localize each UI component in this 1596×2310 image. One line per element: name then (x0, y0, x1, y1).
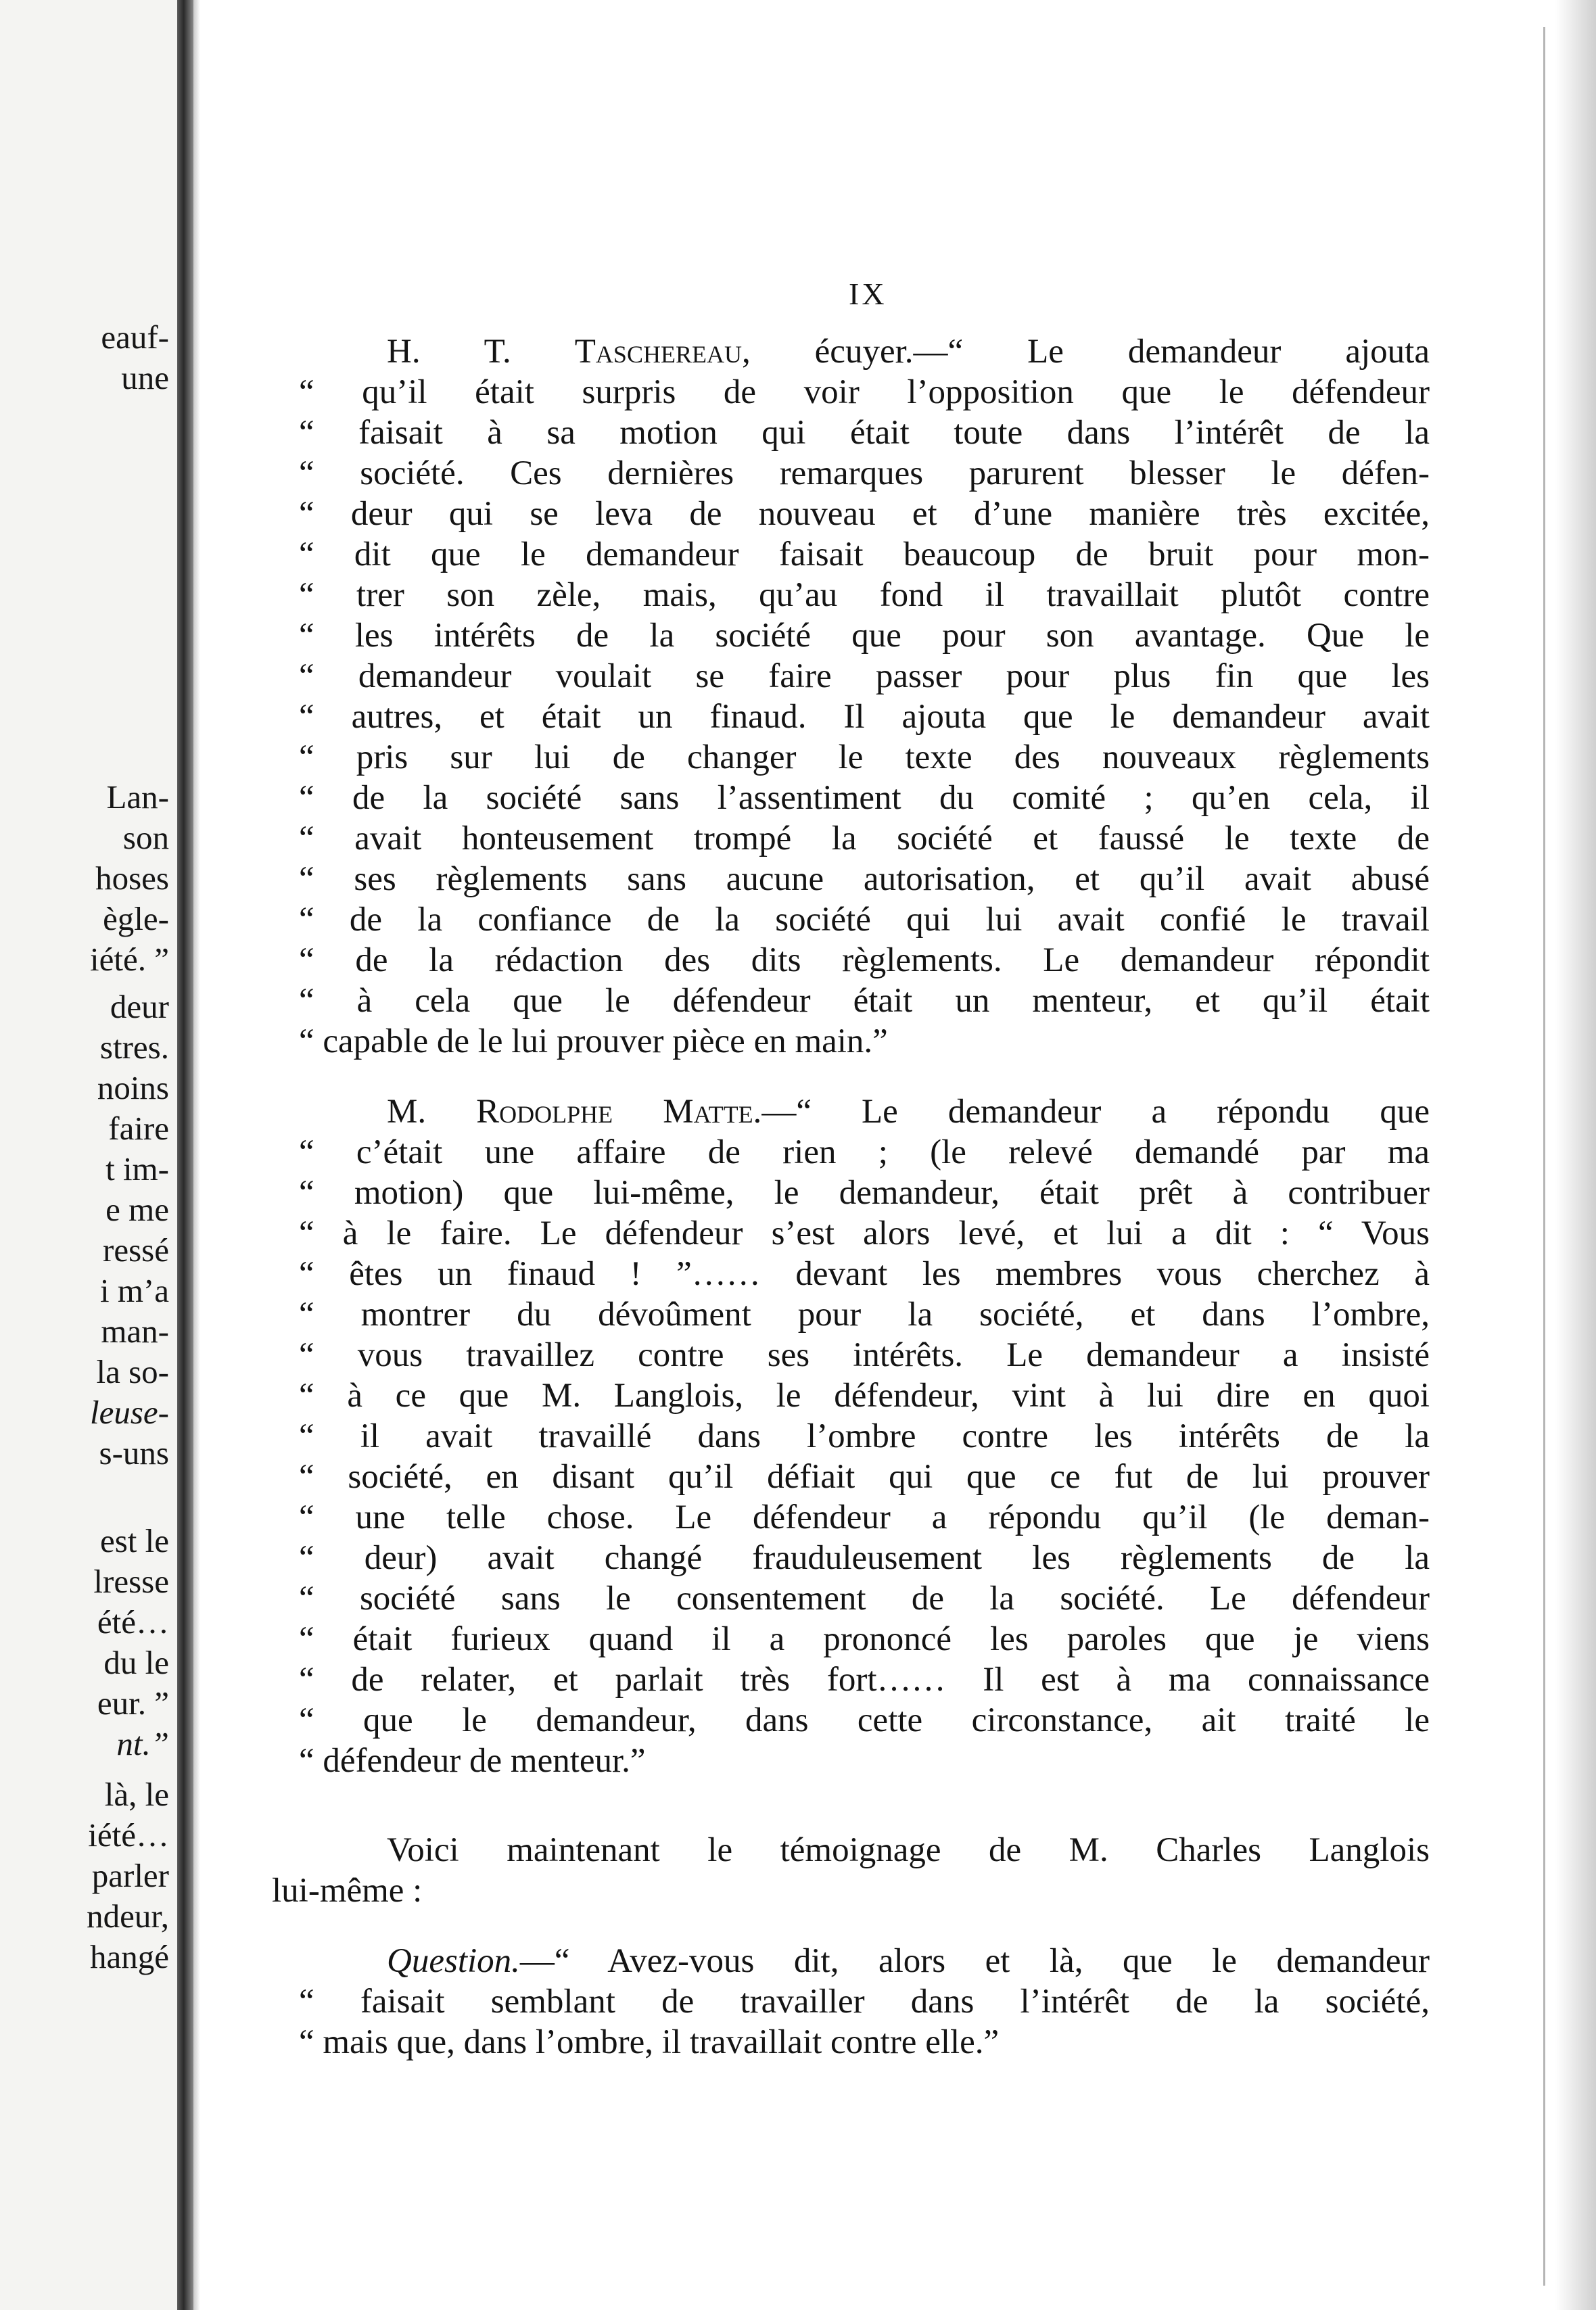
text-line: “ êtes un finaud ! ”…… devant les membres vous cherchez à (299, 1255, 1430, 1293)
text-line: “ deur) avait changé frauduleusement les règlements de la (299, 1539, 1430, 1577)
left-page-fragment: i m’a (99, 1272, 169, 1309)
text-line: “ à le faire. Le défendeur s’est alors levé, et lui a dit : “ Vous (299, 1215, 1430, 1252)
question-text: —“ Avez-vous dit, alors et là, que le demandeur (519, 1942, 1430, 1980)
speaker-name: M. Rodolphe Matte. (387, 1093, 762, 1131)
page-body (272, 331, 1430, 2062)
question-label: Question. (387, 1942, 520, 1980)
text-line: “ montrer du dévoûment pour la société, et dans l’ombre, (299, 1296, 1430, 1334)
speaker-name: H. T. Taschereau, (387, 333, 751, 371)
left-facing-page (0, 0, 177, 2310)
left-page-fragment: e me (105, 1191, 169, 1228)
text-line: “ demandeur voulait se faire passer pour plus fin que les (299, 657, 1430, 695)
text-line: “ dit que le demandeur faisait beaucoup de bruit pour mon- (299, 536, 1430, 573)
left-page-fragment: s-uns (99, 1434, 169, 1471)
question-first-line (272, 1941, 1430, 1981)
left-page-fragment: Lan- (106, 778, 169, 816)
text-line: “ vous travaillez contre ses intérêts. Le demandeur a insisté (299, 1336, 1430, 1374)
text-line: “ avait honteusement trompé la société et faussé le texte de (299, 820, 1430, 857)
left-page-fragment: stres. (99, 1029, 169, 1066)
left-page-fragment: ègle- (103, 900, 169, 937)
text-line: “ trer son zèle, mais, qu’au fond il travaillait plutôt contre (299, 576, 1430, 614)
left-page-fragment: leuse- (90, 1394, 169, 1431)
left-page-fragment: nt.” (116, 1725, 169, 1762)
paragraph-matte (272, 1132, 1430, 1781)
text-line: “ faisait semblant de travailler dans l’intérêt de la société, (299, 1983, 1430, 2021)
text-line: “ il avait travaillé dans l’ombre contre les intérêts de la (299, 1417, 1430, 1455)
left-page-fragment: là, le (104, 1776, 169, 1813)
text-line: “ à ce que M. Langlois, le défendeur, vint à lui dire en quoi (299, 1377, 1430, 1415)
text-line: “ pris sur lui de changer le texte des nouveaux règlements (299, 738, 1430, 776)
speaker-suffix: écuyer.—“ Le demandeur ajouta (750, 333, 1430, 371)
text-line: “ les intérêts de la société que pour son avantage. Que le (299, 617, 1430, 655)
left-page-fragment: iété. ” (90, 941, 169, 978)
intro-line: lui-même : (272, 1872, 423, 1910)
intro-line: Voici maintenant le témoignage de M. Charles Langlois (387, 1831, 1430, 1869)
left-page-fragment: la so- (96, 1353, 169, 1390)
left-page-fragment: ressé (103, 1231, 169, 1269)
text-line: “ qu’il était surpris de voir l’opposition que le défendeur (299, 373, 1430, 411)
left-page-fragment: t im- (105, 1150, 169, 1187)
paragraph-first-line (272, 331, 1430, 372)
left-page-fragment: ndeur, (87, 1898, 169, 1935)
left-page-fragment: eur. ” (97, 1684, 169, 1722)
left-page-fragment: hoses (95, 859, 169, 897)
left-page-fragment: une (121, 359, 169, 396)
text-line: “ c’était une affaire de rien ; (le relevé demandé par ma (299, 1133, 1430, 1171)
left-page-fragment: eauf- (101, 319, 169, 356)
text-line: “ société, en disant qu’il défiait qui que ce fut de lui prouver (299, 1458, 1430, 1496)
page-right-edge (1555, 0, 1596, 2310)
text-line: “ que le demandeur, dans cette circonstance, ait traité le (299, 1701, 1430, 1739)
text-line: “ de la confiance de la société qui lui avait confié le travail (299, 901, 1430, 939)
text-line: “ était furieux quand il a prononcé les paroles que je viens (299, 1620, 1430, 1658)
left-page-fragment: son (122, 819, 169, 856)
text-line: “ une telle chose. Le défendeur a répondu qu’il (le deman- (299, 1499, 1430, 1536)
text-line: “ société sans le consentement de la société. Le défendeur (299, 1580, 1430, 1618)
text-line: “ société. Ces dernières remarques parurent blesser le défen- (299, 454, 1430, 492)
text-line: “ de la rédaction des dits règlements. Le demandeur répondit (299, 941, 1430, 979)
paragraph-taschereau (272, 372, 1430, 1062)
left-page-fragment: du le (103, 1644, 169, 1681)
left-page-fragment: est le (99, 1522, 169, 1559)
left-page-fragment: été… (97, 1603, 169, 1641)
left-page-fragment: hangé (90, 1938, 169, 1975)
text-line: “ à cela que le défendeur était un menteur, et qu’il était (299, 982, 1430, 1020)
book-gutter-highlight (193, 0, 200, 2310)
speaker-suffix: —“ Le demandeur a répondu que (761, 1093, 1430, 1131)
text-line: “ de la société sans l’assentiment du comité ; qu’en cela, il (299, 779, 1430, 817)
left-page-fragment: deur (110, 988, 169, 1025)
text-line: “ motion) que lui-même, le demandeur, était prêt à contribuer (299, 1174, 1430, 1212)
left-page-fragment: lresse (93, 1563, 169, 1600)
text-line: “ autres, et était un finaud. Il ajouta que le demandeur avait (299, 698, 1430, 736)
left-page-fragment: man- (101, 1313, 169, 1350)
left-page-fragment: faire (108, 1110, 169, 1147)
page-number: IX (849, 277, 887, 311)
left-page-fragment: parler (91, 1857, 169, 1894)
book-gutter-shadow (177, 0, 193, 2310)
paragraph-first-line (272, 1091, 1430, 1132)
question-body (272, 1981, 1430, 2062)
text-line: “ de relater, et parlait très fort…… Il est à ma connaissance (299, 1661, 1430, 1699)
text-line: “ faisait à sa motion qui était toute dans l’intérêt de la (299, 414, 1430, 452)
text-line: “ mais que, dans l’ombre, il travaillait contre elle.” (299, 2023, 1000, 2061)
left-page-fragment: iété… (88, 1816, 169, 1854)
text-line: “ capable de le lui prouver pièce en main.” (299, 1022, 888, 1060)
text-line: “ deur qui se leva de nouveau et d’une manière très excitée, (299, 495, 1430, 533)
left-page-fragment: noins (97, 1069, 169, 1106)
page-edge-line (1543, 27, 1545, 2286)
text-line: “ ses règlements sans aucune autorisation, et qu’il avait abusé (299, 860, 1430, 898)
text-line: “ défendeur de menteur.” (299, 1742, 646, 1780)
